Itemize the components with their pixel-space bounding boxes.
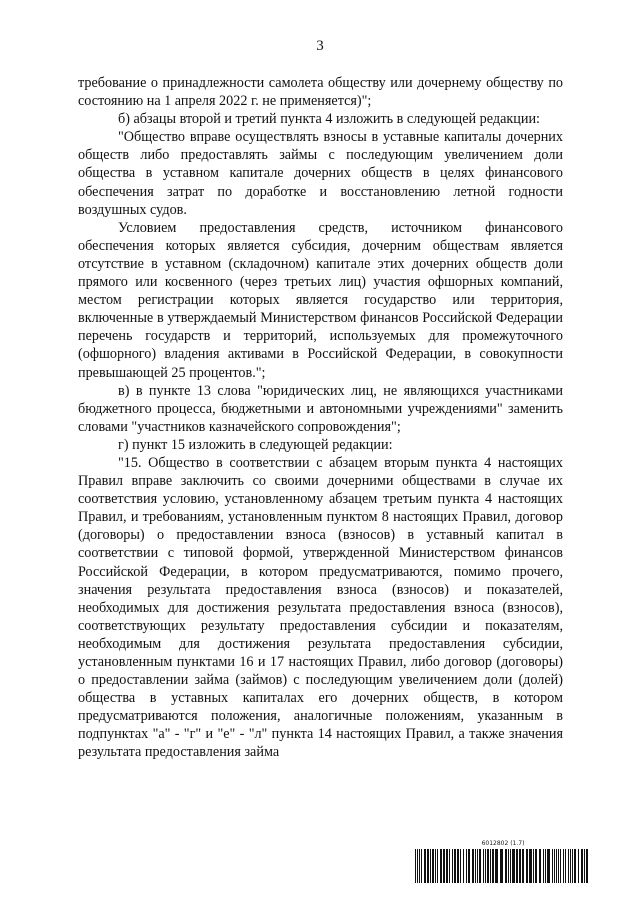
barcode-bar (584, 849, 585, 883)
barcode-bar (547, 849, 550, 883)
barcode-bar (526, 849, 528, 883)
barcode-bar (477, 849, 478, 883)
barcode-bar (466, 849, 467, 883)
barcode-bar (417, 849, 418, 883)
paragraph: Условием предоставления средств, источником финансового обеспечения которых является субсидия, дочерним обществам является отсутствие в уставном (складочном) капитале этих дочерних обществ доли прямого или косвенного (через третьих лиц) участия офшорных компаний, местом регистрации которых является государство или территория, включенные в утверждаемый Министерством финансов Российской Федерации перечень государств и территорий, используемых для промежуточного (офшорного) владения активами в Российской Федерации, в совокупности превышающей 25 процентов."; (78, 219, 563, 381)
barcode-bar (449, 849, 450, 883)
barcode-bar (475, 849, 476, 883)
barcode-bar (545, 849, 546, 883)
barcode (413, 840, 593, 886)
barcode-icon (413, 849, 593, 885)
barcode-bar (487, 849, 489, 883)
page-number: 3 (316, 38, 324, 54)
barcode-bar (495, 849, 498, 883)
barcode-bar (565, 849, 566, 883)
document-body (78, 74, 563, 762)
barcode-bar (427, 849, 429, 883)
barcode-bar (424, 849, 426, 883)
barcode-bar (437, 849, 438, 883)
barcode-bar (421, 849, 422, 883)
barcode-bar (483, 849, 484, 883)
barcode-bar (529, 849, 532, 883)
barcode-code-text: 6012802 (1.7) (481, 840, 525, 847)
barcode-bar (452, 849, 453, 883)
barcode-bar (522, 849, 524, 883)
barcode-bar (432, 849, 434, 883)
barcode-bar (568, 849, 569, 883)
barcode-bar (578, 849, 579, 883)
barcode-bar (556, 849, 557, 883)
barcode-bar (485, 849, 486, 883)
barcode-bar (457, 849, 459, 883)
barcode-bar (430, 849, 431, 883)
barcode-bar (443, 849, 445, 883)
paragraph: в) в пункте 13 слова "юридических лиц, не являющихся участниками бюджетного процесса, бюджетными и автономными учреждениями" заменить словами "участников казначейского сопровождения"; (78, 382, 563, 435)
barcode-bar (415, 849, 416, 883)
paragraph: г) пункт 15 изложить в следующей редакции: (118, 436, 393, 453)
barcode-bar (581, 849, 583, 883)
barcode-bar (472, 849, 474, 883)
barcode-bar (539, 849, 541, 883)
barcode-bar (435, 849, 436, 883)
barcode-bar (570, 849, 571, 883)
barcode-bar (510, 849, 511, 883)
barcode-bar (460, 849, 461, 883)
barcode-bar (535, 849, 537, 883)
paragraph: б) абзацы второй и третий пункта 4 изложить в следующей редакции: (118, 111, 541, 128)
barcode-bar (492, 849, 494, 883)
barcode-bar (468, 849, 470, 883)
barcode-bar (512, 849, 515, 883)
barcode-bar (533, 849, 534, 883)
barcode-bar (552, 849, 553, 883)
barcode-bar (554, 849, 555, 883)
barcode-bar (560, 849, 561, 883)
barcode-bar (519, 849, 521, 883)
barcode-bar (419, 849, 420, 883)
barcode-bar (440, 849, 442, 883)
barcode-bar (572, 849, 573, 883)
barcode-bar (490, 849, 491, 883)
barcode-bar (508, 849, 509, 883)
barcode-bar (558, 849, 559, 883)
barcode-bar (586, 849, 588, 883)
paragraph: "Общество вправе осуществлять взносы в уставные капиталы дочерних обществ либо предоставлять займы с последующим увеличением доли общества в уставном капитале дочерних обществ в целях финансового обеспечения затрат по доработке и восстановлению летной годности воздушных судов. (78, 129, 563, 218)
barcode-bar (505, 849, 507, 883)
paragraph: "15. Общество в соответствии с абзацем вторым пункта 4 настоящих Правил вправе заключить со своими дочерними обществами в случае их соответствия условию, установленному абзацем третьим пункта 4 настоящих Правил, и требованиям, установленным пунктом 8 настоящих Правил, договор (договоры) о предоставлении взноса (взносов) в уставный капитал в соответствии с типовой формой, утвержденной Министерством финансов Российской Федерации, в котором предусматриваются, помимо прочего, значения результата предоставления взноса (взносов) и показателей, необходимых для достижения результата предоставления взноса (взносов), соответствующих результату предоставления субсидии и показателям, необходимым для достижения результата предоставления субсидии, установленным пунктами 16 и 17 настоящих Правил, либо договор (договоры) о предоставлении займа (займов) с последующим увеличением доли (долей) общества в уставных капиталах его дочерних обществ, в котором предусматриваются положения, аналогичные положениям, указанным в подпунктах "а" - "г" и "е" - "л" пункта 14 настоящих Правил, а также значения результата предоставления займа (78, 454, 563, 761)
barcode-bar (563, 849, 564, 883)
paragraph: требование о принадлежности самолета обществу или дочернему обществу по состоянию на 1 апреля 2022 г. не применяется)"; (78, 75, 563, 110)
barcode-bar (446, 849, 448, 883)
barcode-bar (454, 849, 456, 883)
barcode-bar (479, 849, 481, 883)
barcode-bar (543, 849, 544, 883)
barcode-bar (516, 849, 518, 883)
barcode-bar (500, 849, 503, 883)
barcode-bar (574, 849, 576, 883)
barcode-bar (463, 849, 464, 883)
